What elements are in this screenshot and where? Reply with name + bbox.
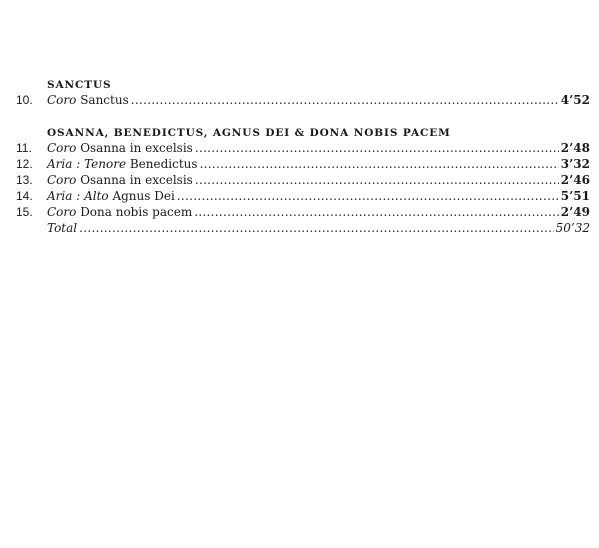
track-row [16, 204, 590, 220]
total-label: Total [47, 221, 78, 235]
track-name: Osanna in excelsis [76, 141, 193, 155]
total-duration: 50’32 [555, 221, 590, 235]
dot-leader [177, 188, 559, 204]
track-performer-label: Aria : [47, 189, 85, 203]
track-performer-label: Coro [47, 141, 77, 155]
track-name: Dona nobis pacem [76, 205, 193, 219]
track-performer-label: Coro [47, 205, 77, 219]
track-number: 14. [16, 189, 33, 203]
dot-leader [200, 156, 559, 172]
dot-leader [195, 140, 559, 156]
track-performer-label: Aria : [47, 157, 85, 171]
track-name: Osanna in excelsis [76, 173, 193, 187]
track-number: 10. [16, 93, 33, 107]
track-number: 12. [16, 157, 33, 171]
track-title [47, 204, 192, 220]
track-number: 11. [16, 141, 32, 155]
track-performer-label: Coro [47, 93, 77, 107]
track-title [47, 172, 193, 188]
track-title [47, 92, 129, 108]
track-name: Benedictus [126, 157, 198, 171]
track-number: 15. [16, 205, 33, 219]
track-duration: 2’48 [560, 141, 590, 155]
section-heading-osanna: OSANNA, BENEDICTUS, AGNUS DEI & DONA NOBIS PACEM [47, 127, 451, 139]
track-duration: 2’49 [560, 205, 590, 219]
track-number: 13. [16, 173, 33, 187]
track-title [47, 140, 193, 156]
section-spacer [16, 108, 590, 126]
track-duration: 5’51 [560, 189, 590, 203]
track-performer-label: Coro [47, 173, 77, 187]
track-row [16, 188, 590, 204]
dot-leader [194, 204, 559, 220]
track-title [47, 188, 175, 204]
track-row [16, 92, 590, 108]
track-row [16, 156, 590, 172]
track-duration: 2’46 [560, 173, 590, 187]
section-heading-sanctus: SANCTUS [47, 79, 112, 91]
dot-leader [195, 172, 559, 188]
dot-leader [79, 220, 554, 236]
track-voice: Tenore [84, 157, 127, 171]
track-duration: 3’32 [560, 157, 590, 171]
track-row [16, 172, 590, 188]
track-name: Agnus Dei [108, 189, 175, 203]
track-duration: 4’52 [560, 93, 590, 107]
track-name: Sanctus [76, 93, 129, 107]
track-row [16, 140, 590, 156]
track-title [47, 156, 198, 172]
track-voice: Alto [84, 189, 109, 203]
dot-leader [131, 92, 559, 108]
total-row [16, 220, 590, 236]
tracklist [16, 78, 590, 236]
